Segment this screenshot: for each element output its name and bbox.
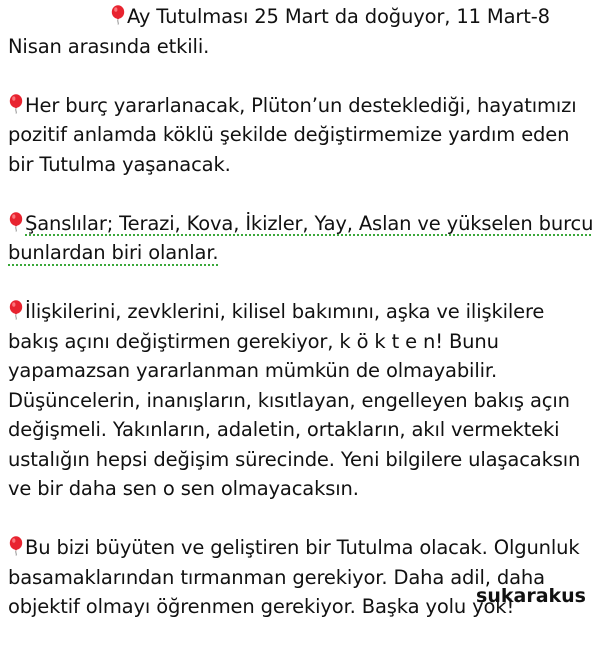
paragraph-text: Bu bizi büyüten ve geliştiren bir Tutulma olacak. Olgunluk basamaklarından tırmanman gerekiyor. Daha adil, daha objektif olmayı öğrenmen gerekiyor. Başka yolu yok! [8, 536, 580, 618]
paragraph-relationships [8, 297, 594, 504]
paragraph-eclipse-date [8, 2, 594, 61]
paragraph-growth [8, 533, 594, 622]
paragraph-text: Ay Tutulması 25 Mart da doğuyor, 11 Mart-8 [127, 5, 550, 28]
paragraph-text-continued: Nisan arasında etkili. [8, 34, 210, 58]
red-balloon-icon [110, 5, 126, 25]
red-balloon-icon [8, 94, 24, 114]
paragraph-text: İlişkilerini, zevklerini, kilisel bakımını, aşka ve ilişkilere bakış açını değiştirmen gerekiyor, k ö k t e n! Bunu yapamazsan yararlanman mümkün de olmayabilir. Düşüncelerin, inanışların, kısıtlayan, engelleyen bakış açın değişmeli. Yakınların, adaletin, ortakların, akıl vermekteki ustalığın hepsi değişim sürecinde. Yeni bilgilere ulaşacaksın ve bir daha sen o sen olmayacaksın. [8, 300, 581, 500]
paragraph-text: Her burç yararlanacak, Plüton’un desteklediği, hayatımızı pozitif anlamda köklü şekilde değiştirmemize yardım eden bir Tutulma yaşanacak. [8, 93, 577, 176]
red-balloon-icon [8, 536, 24, 556]
paragraph-text: Şanslılar; Terazi, Kova, İkizler, Yay, Aslan ve yükselen burcu bunlardan biri olanlar. [8, 211, 594, 264]
note-body [8, 2, 594, 651]
paragraph-lucky-signs [8, 209, 594, 268]
red-balloon-icon [8, 212, 24, 232]
red-balloon-icon [8, 300, 24, 320]
paragraph-all-signs [8, 91, 594, 180]
author-signature: sukarakus [476, 585, 586, 607]
